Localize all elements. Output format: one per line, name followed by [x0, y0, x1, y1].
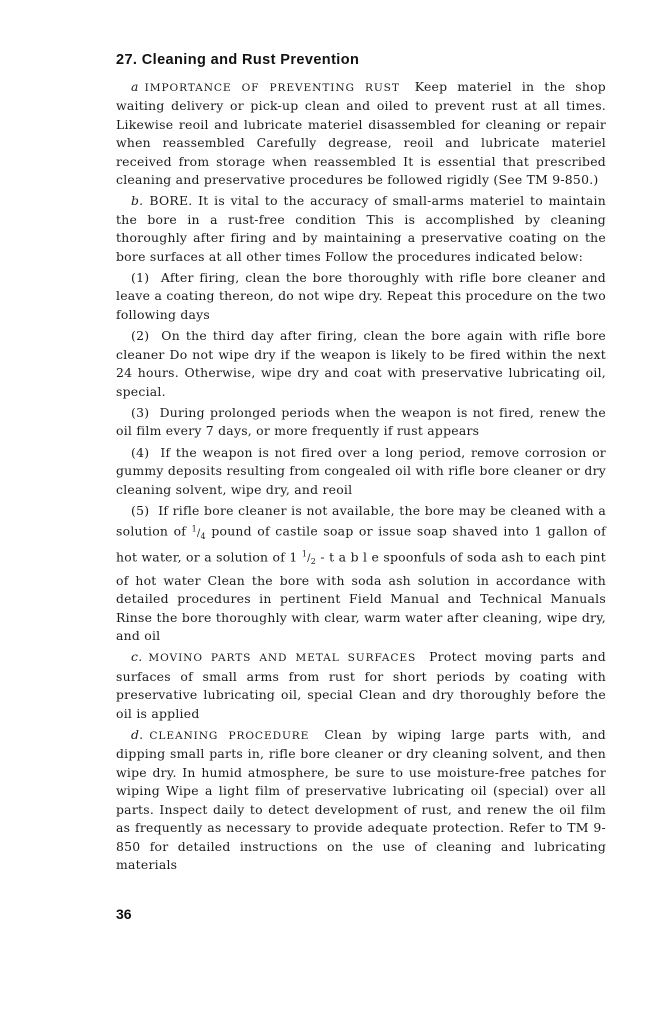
page-content	[116, 52, 606, 877]
subparagraph-b2-number: (2)	[131, 328, 150, 344]
paragraph-d-title: CLEANING PROCEDURE	[149, 730, 310, 743]
paragraph-d-text: Clean by wiping large parts with, and dipping small parts in, rifle bore cleaner or dry cleaning solvent, and then wipe dry. In humid atmosphere, be sure to use moisture-free patches for wiping Wipe a light film of preservative lubricating oil (special) over all parts. Inspect daily to detect development of rust, and renew the oil film as frequently as necessary to provide adequate protection. Refer to TM 9-850 for detailed instructions on the use of cleaning and lubricating materials	[116, 727, 606, 872]
paragraph-b	[116, 192, 606, 266]
subparagraph-b5-text-before: If rifle bore cleaner is not available, the bore may be cleaned with a solution of	[116, 502, 606, 539]
paragraph-a-letter: a	[131, 79, 139, 94]
subparagraph-b5	[116, 502, 606, 646]
paragraph-a-title: IMPORTANCE OF PREVENTING RUST	[144, 82, 400, 94]
fraction-one-half-numerator: 1	[301, 550, 308, 560]
subparagraph-b3	[116, 404, 606, 441]
subparagraph-b1-number: (1)	[131, 270, 150, 286]
fraction-one-half: $^1/_2$	[301, 550, 317, 567]
fraction-one-quarter-numerator: 1	[191, 524, 197, 534]
subparagraph-b3-text: During prolonged periods when the weapon is not fired, renew the oil film every 7 days, or more frequently if rust appears	[116, 404, 606, 439]
subparagraph-b5-text-middle: pound of castile soap or issue soap shaved into 1 gallon of hot water, or a solution of 1	[116, 523, 606, 565]
fraction-one-half-denominator: 2	[310, 557, 317, 567]
subparagraph-b1	[116, 269, 606, 324]
paragraph-a	[116, 78, 606, 189]
fraction-one-quarter-denominator: 4	[200, 531, 206, 541]
paragraph-b-text: It is vital to the accuracy of small-arms materiel to maintain the bore in a rust-free condition This is accomplished by cleaning thoroughly after firing and by maintaining a preservative coating on the bore surfaces at all other times Follow the procedures indicated below:	[116, 193, 606, 264]
subparagraph-b5-text-after: - t a b l e spoonfuls of soda ash to each pint of hot water Clean the bore with soda ash solution in accordance with detailed procedures in pertinent Field Manual and Technical Manuals Rinse the bore thoroughly with clear, warm water after cleaning, wipe dry, and oil	[116, 549, 607, 644]
subparagraph-b4-number: (4)	[131, 444, 150, 460]
subparagraph-b4	[116, 444, 606, 499]
paragraph-c-letter: c.	[131, 649, 143, 665]
paragraph-b-letter: b.	[131, 193, 144, 209]
fraction-one-quarter: $^1/_4$	[191, 524, 206, 541]
subparagraph-b4-text: If the weapon is not fired over a long period, remove corrosion or gummy deposits resulting from congealed oil with rifle bore cleaner or dry cleaning solvent, wipe dry, and reoil	[116, 444, 606, 497]
section-heading: 27. Cleaning and Rust Prevention	[116, 52, 360, 68]
subparagraph-b2-text: On the third day after firing, clean the bore again with rifle bore cleaner Do not wipe dry if the weapon is likely to be fired within the next 24 hours. Otherwise, wipe dry and coat with preservative lubricating oil, special.	[116, 328, 606, 399]
paragraph-d	[116, 726, 606, 874]
paragraph-c-title: MOVINO PARTS AND METAL SURFACES	[148, 652, 417, 665]
subparagraph-b5-number: (5)	[131, 502, 150, 518]
page-number: 36	[116, 906, 132, 922]
paragraph-c-text: Protect moving parts and surfaces of small arms from rust for short periods by coating with preservative lubricating oil, special Clean and dry thoroughly before the oil is applied	[116, 649, 606, 721]
paragraph-c	[116, 648, 606, 723]
subparagraph-b1-text: After firing, clean the bore thoroughly with rifle bore cleaner and leave a coating thereon, do not wipe dry. Repeat this procedure on the two following days	[116, 270, 606, 322]
paragraph-d-letter: d.	[131, 727, 144, 743]
paragraph-a-text: Keep materiel in the shop waiting delivery or pick-up clean and oiled to prevent rust at all times. Likewise reoil and lubricate materiel disassembled for cleaning or repair when reassembled Carefully degrease, reoil and lubricate materiel received from storage when reassembled It is essential that prescribed cleaning and preservative procedures be followed rigidly (See TM 9-850.)	[116, 79, 606, 188]
subparagraph-b2	[116, 327, 606, 401]
paragraph-b-title: BORE.	[149, 193, 193, 209]
subparagraph-b3-number: (3)	[131, 404, 150, 420]
